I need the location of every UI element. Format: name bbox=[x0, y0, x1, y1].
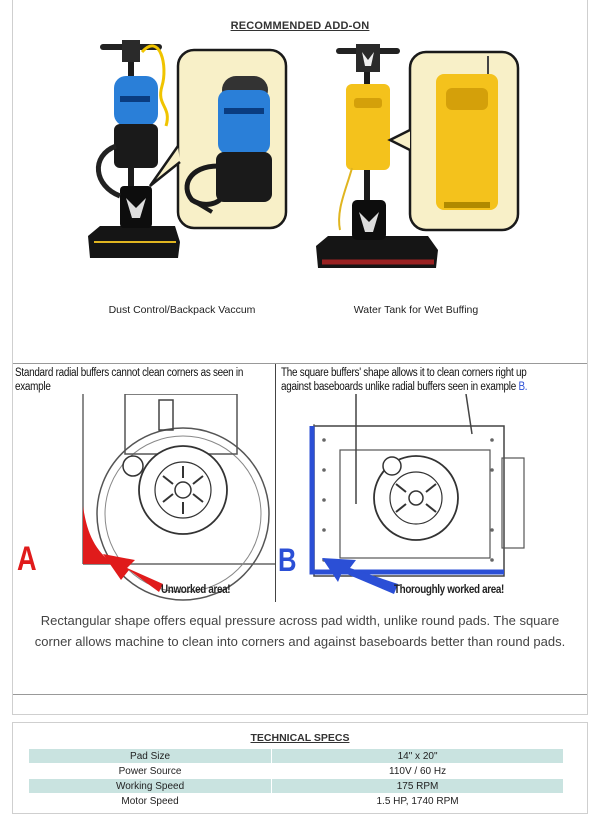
table-row bbox=[29, 764, 564, 779]
spec-label: Pad Size bbox=[29, 749, 272, 764]
table-row bbox=[29, 749, 564, 764]
radial-buffer-diagram bbox=[13, 394, 275, 602]
table-row bbox=[29, 794, 564, 809]
water-tank-image bbox=[312, 40, 522, 276]
radial-explanation-line1: Standard radial buffers cannot clean corners as seen in example bbox=[15, 367, 244, 393]
spec-label: Power Source bbox=[29, 764, 272, 779]
badge-a: A bbox=[17, 540, 37, 578]
worked-area-callout: Thoroughly worked area! bbox=[394, 582, 505, 596]
table-row bbox=[29, 779, 564, 794]
unworked-area-callout: Unworked area! bbox=[161, 582, 231, 596]
spec-value: 1.5 HP, 1740 RPM bbox=[272, 794, 564, 809]
spec-label: Motor Speed bbox=[29, 794, 272, 809]
addon-caption-water-tank: Water Tank for Wet Buffing bbox=[353, 304, 479, 316]
square-buffer-drawing bbox=[276, 394, 526, 602]
example-b-letter: B. bbox=[518, 381, 528, 393]
spec-value: 110V / 60 Hz bbox=[272, 764, 564, 779]
tech-specs-title: TECHNICAL SPECS bbox=[250, 732, 350, 744]
square-buffer-diagram bbox=[276, 394, 526, 602]
shape-benefit-description: Rectangular shape offers equal pressure across pad width, unlike round pads. The square corner allows machine to clean into corners and against baseboards better than round pads. bbox=[34, 613, 566, 649]
addon-caption-vacuum: Dust Control/Backpack Vaccum bbox=[108, 304, 256, 316]
spec-label: Working Speed bbox=[29, 779, 272, 794]
square-explanation-line2: against baseboards unlike radial buffers seen in example bbox=[281, 381, 519, 393]
spec-value: 14" x 20" bbox=[272, 749, 564, 764]
badge-b: B bbox=[278, 542, 297, 578]
addon-heading: RECOMMENDED ADD-ON bbox=[230, 20, 370, 32]
radial-buffer-drawing bbox=[13, 394, 275, 602]
spec-value: 175 RPM bbox=[272, 779, 564, 794]
square-explanation-line1: The square buffers' shape allows it to clean corners right up bbox=[281, 367, 527, 379]
backpack-vacuum-image bbox=[80, 36, 290, 268]
square-explanation bbox=[281, 366, 530, 394]
